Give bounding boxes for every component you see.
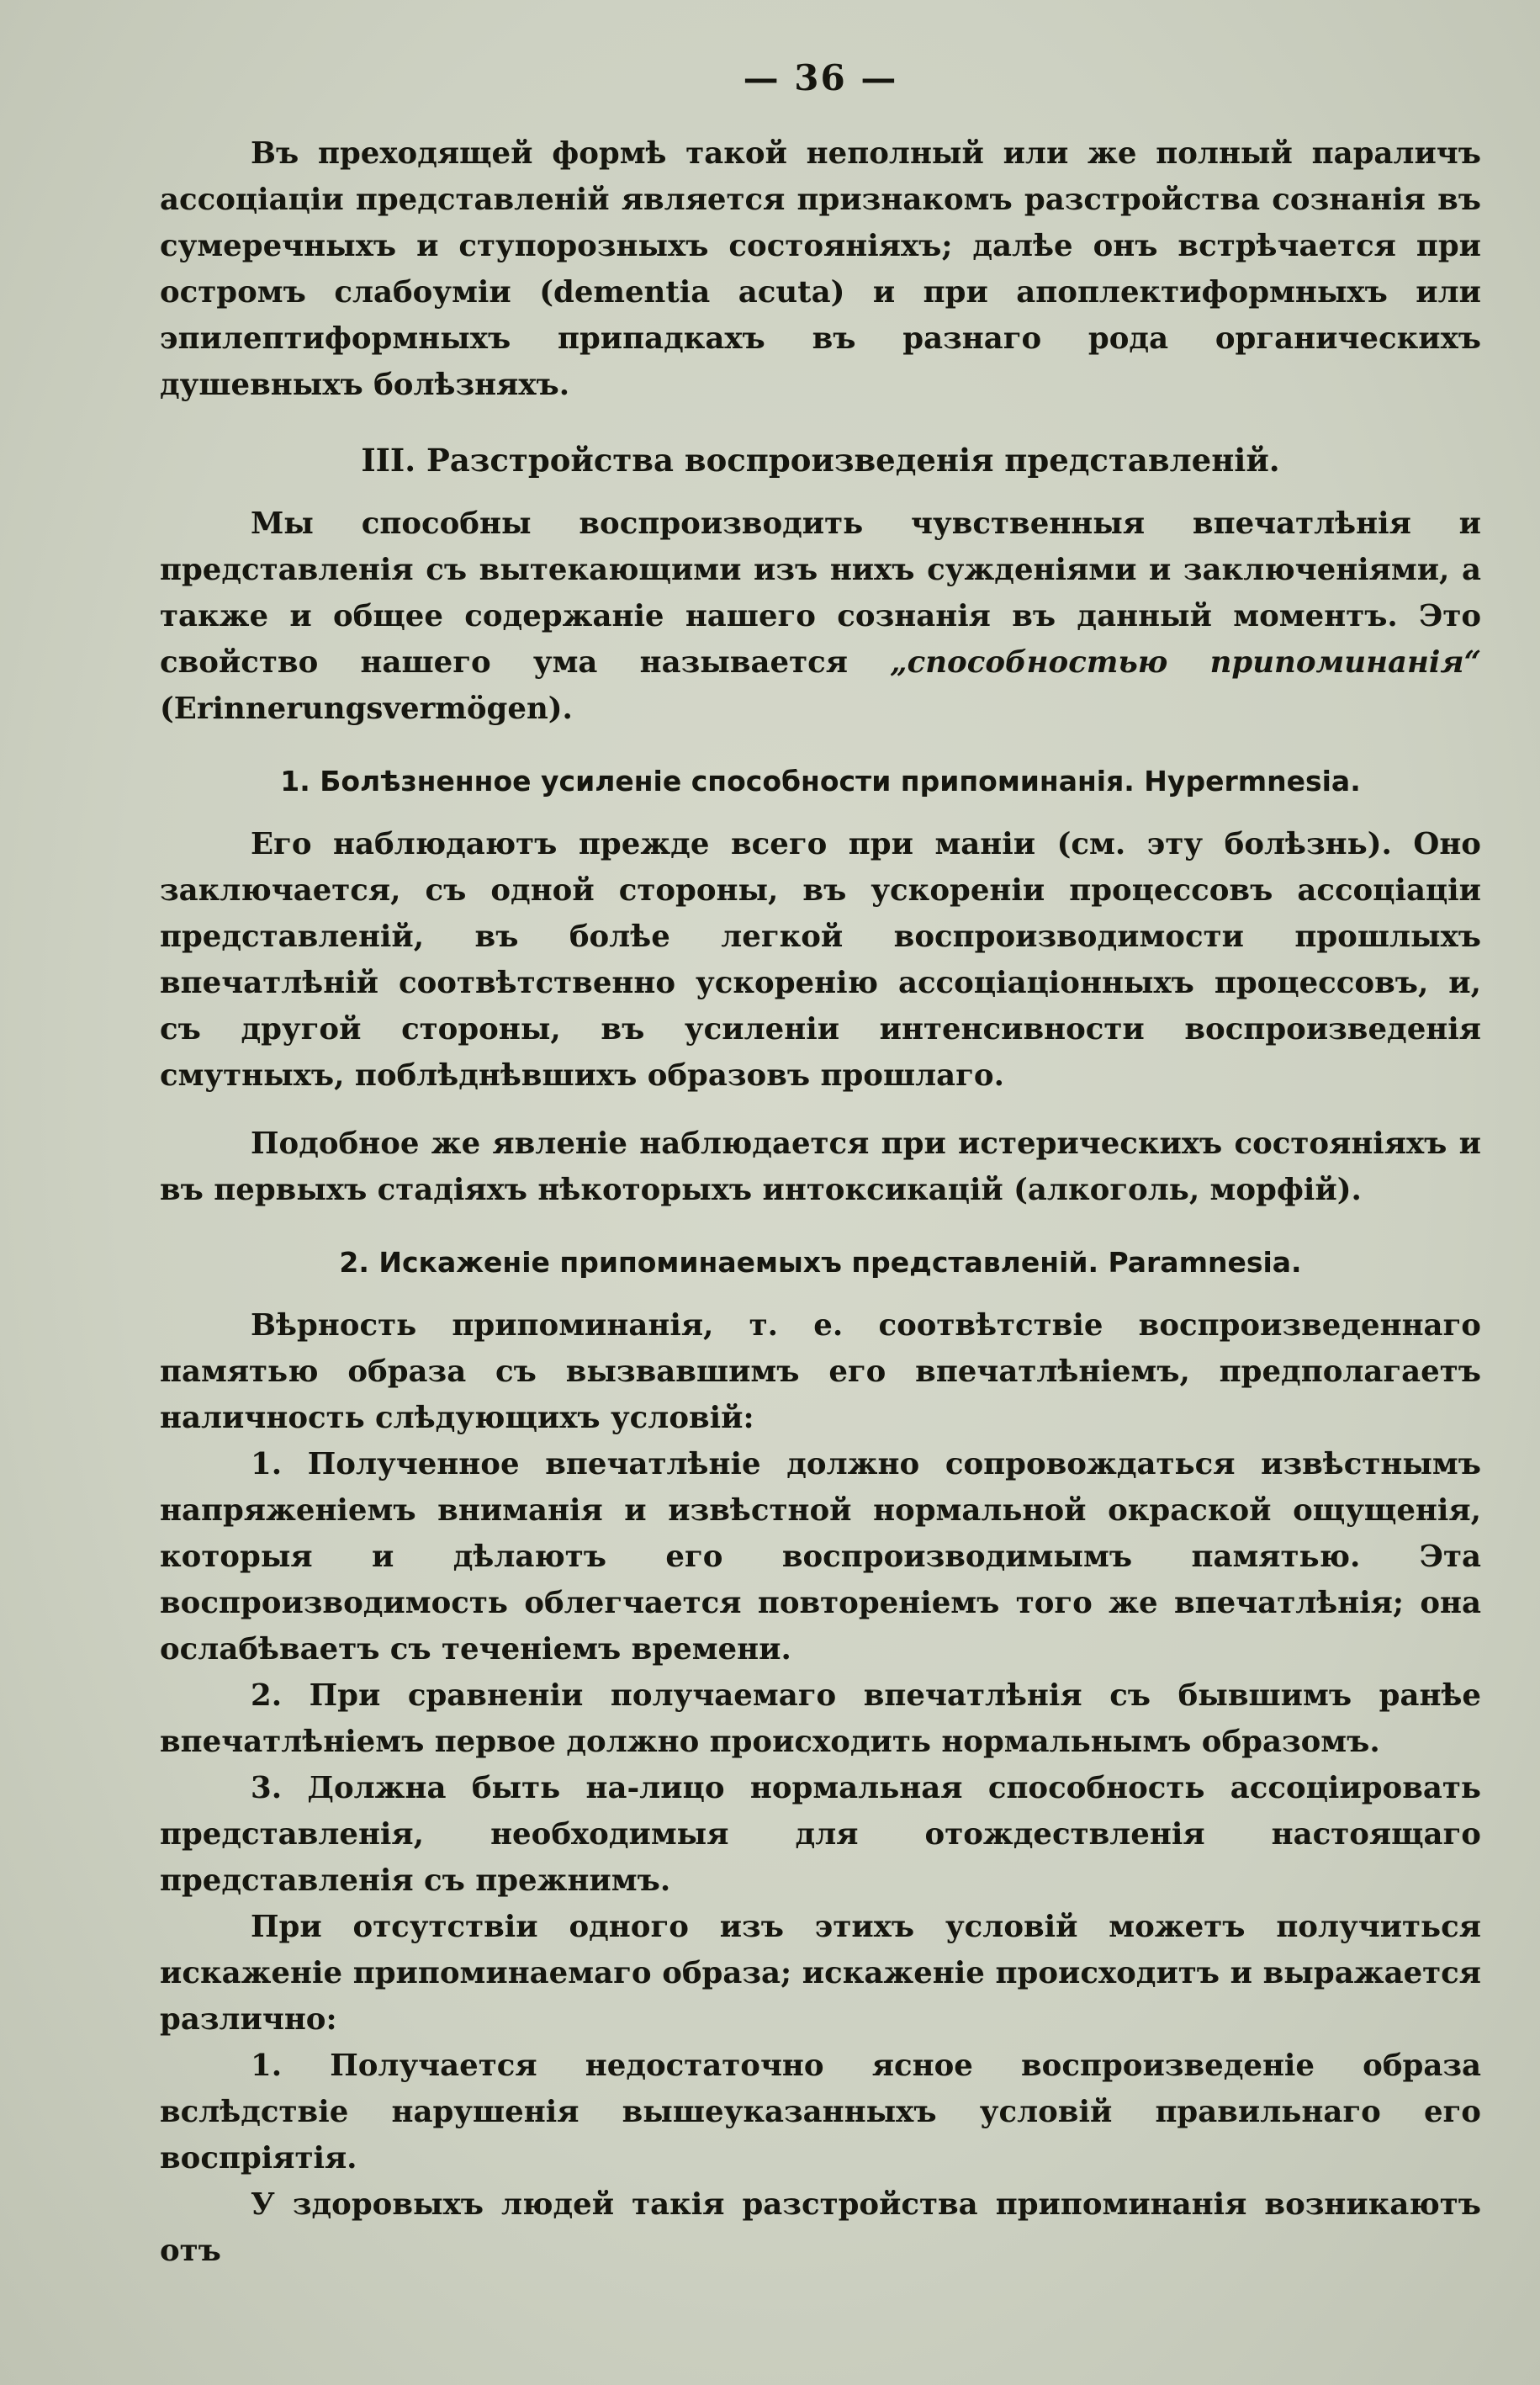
paragraph-hypermnesia-2: Подобное же явленіе наблюдается при истерическихъ состояніяхъ и въ первыхъ стадіяхъ нѣкоторыхъ интоксикацій (алкоголь, морфій). [160, 1126, 1481, 1207]
subheading-hypermnesia: 1. Болѣзненное усиленіе способности припоминанія. Hypermnesia. [280, 765, 1361, 798]
section-intro-text: Мы способны воспроизводить чувственныя впечатлѣнія и представленія съ вытекающими изъ нихъ сужденіями и заключеніями, а также и общее содержаніе нашего сознанія въ данный моментъ. Это свойство нашего ума называется [160, 506, 1481, 680]
condition-2: 2. При сравненіи получаемаго впечатлѣнія съ бывшимъ ранѣе впечатлѣніемъ первое должно происходить нормальнымъ образомъ. [160, 1678, 1481, 1759]
paragraph-paramnesia-1: Вѣрность припоминанія, т. е. соотвѣтствіе воспроизведеннаго памятью образа съ вызвавшимъ его впечатлѣніемъ, предполагаетъ наличность слѣдующихъ условій: [160, 1308, 1481, 1435]
page-number: — 36 — [743, 57, 898, 98]
condition-3: 3. Должна быть на-лицо нормальная способность ассоціировать представленія, необходимыя для отождествленія настоящаго представленія съ прежнимъ. [160, 1771, 1481, 1898]
paragraph-intro: Въ преходящей формѣ такой неполный или же полный параличъ ассоціаціи представленій является признакомъ разстройства сознанія въ сумеречныхъ и ступорозныхъ состояніяхъ; далѣе онъ встрѣчается при остромъ слабоуміи (dementia acuta) и при апоплектиформныхъ или эпилептиформныхъ припадкахъ въ разнаго рода органическихъ душевныхъ болѣзняхъ. [160, 136, 1481, 402]
paragraph-hypermnesia-1: Его наблюдаютъ прежде всего при маніи (см. эту болѣзнь). Оно заключается, съ одной стороны, въ ускореніи процессовъ ассоціаціи представленій, въ болѣе легкой воспроизводимости прошлыхъ впечатлѣній соотвѣтственно ускоренію ассоціаціонныхъ процессовъ, и, съ другой стороны, въ усиленіи интенсивности воспроизведенія смутныхъ, поблѣднѣвшихъ образовъ прошлаго. [160, 827, 1481, 1093]
paragraph-last: У здоровыхъ людей такія разстройства припоминанія возникаютъ отъ [160, 2187, 1481, 2268]
section-heading: III. Разстройства воспроизведенія представленій. [361, 442, 1280, 479]
paragraph-section-intro [160, 501, 1481, 732]
term-italic: „способностью припоминанія“ [890, 645, 1482, 680]
distortion-item-1: 1. Получается недостаточно ясное воспроизведеніе образа вслѣдствіе нарушенія вышеуказанныхъ условій правильнаго его воспріятія. [160, 2048, 1481, 2176]
paragraph-paramnesia-2: При отсутствіи одного изъ этихъ условій можетъ получиться искаженіе припоминаемаго образа; искаженіе происходитъ и выражается различно: [160, 1910, 1481, 2037]
condition-1: 1. Полученное впечатлѣніе должно сопровождаться извѣстнымъ напряженіемъ вниманія и извѣстной нормальной окраской ощущенія, которыя и дѣлаютъ его воспроизводимымъ памятью. Эта воспроизводимость облегчается повтореніемъ того же впечатлѣнія; она ослабѣваетъ съ теченіемъ времени. [160, 1447, 1481, 1667]
section-intro-end: (Erinnerungsvermögen). [160, 692, 573, 726]
subheading-paramnesia: 2. Искаженіе припоминаемыхъ представленій. Paramnesia. [339, 1246, 1302, 1279]
